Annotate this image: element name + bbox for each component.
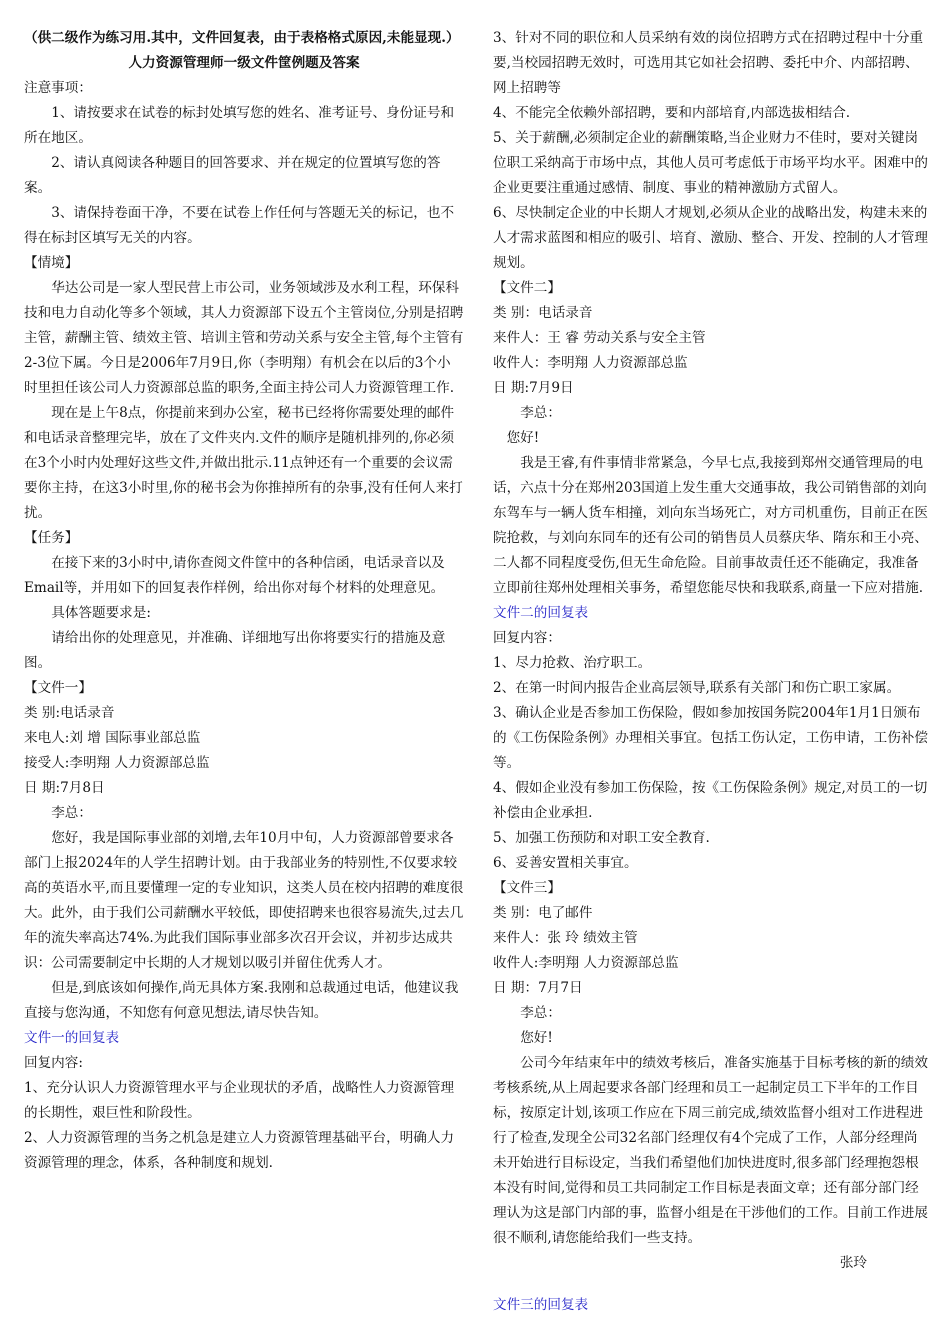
paragraph: 收件人：李明翔 人力资源部总监 xyxy=(493,355,688,371)
paragraph: 类 别:电话录音 xyxy=(24,705,115,721)
reply-form-link[interactable]: 文件一的回复表 xyxy=(24,1030,120,1046)
paragraph: 类 别：电话录音 xyxy=(493,305,593,321)
paragraph: 张玲 xyxy=(839,1255,867,1271)
paragraph: 日 期:7月8日 xyxy=(24,780,105,796)
paragraph: 注意事项： xyxy=(24,80,92,96)
paragraph: 6、妥善安置相关事宜。 xyxy=(493,855,638,871)
reply-form-link[interactable]: 文件三的回复表 xyxy=(493,1297,589,1313)
right-column xyxy=(493,26,929,1318)
paragraph: 华达公司是一家人型民营上市公司，业务领域涉及水利工程，环保科技和电力自动化等多个领域，其人力资源部下设五个主管岗位,分别是招聘主管，薪酬主管、绩效主管、培训主管和劳动关系与安全主管,每个主管有2-3位下属。今日是2006年7月9日,你（李明翔）有机会在以后的3个小时里担任该公司人力资源部总监的职务,全面主持公司人力资源管理工作. xyxy=(24,280,464,396)
paragraph: 【文件二】 xyxy=(493,280,561,296)
paragraph: 在接下来的3小时中,请你查阅文件筐中的各种信函，电话录音以及Email等，并用如下的回复表作样例，给出你对每个材料的处理意见。 xyxy=(24,555,445,596)
paragraph: 【文件三】 xyxy=(493,880,561,896)
paragraph: 3、确认企业是否参加工伤保险，假如参加按国务院2004年1月1日颁布的《工伤保险条例》办理相关事宜。包括工伤认定，工伤申请，工伤补偿等。 xyxy=(493,705,928,771)
paragraph: 李总： xyxy=(520,1005,561,1021)
paragraph: （供二级作为练习用.其中，文件回复表，由于表格格式原因,未能显现.） xyxy=(24,30,460,46)
reply-form-link[interactable]: 文件二的回复表 xyxy=(493,605,589,621)
paragraph: 6、尽快制定企业的中长期人才规划,必须从企业的战略出发，构建未来的人才需求蓝图和相应的吸引、培育、激励、整合、开发、控制的人才管理规划。 xyxy=(493,205,928,271)
paragraph: 【任务】 xyxy=(24,530,79,546)
paragraph xyxy=(493,1276,929,1293)
paragraph: 来件人：王 睿 劳动关系与安全主管 xyxy=(493,330,706,346)
paragraph: 2、在第一时间内报告企业高层领导,联系有关部门和伤亡职工家属。 xyxy=(493,680,901,696)
paragraph: 回复内容： xyxy=(493,630,561,646)
paragraph: 2、请认真阅读各种题目的回答要求、并在规定的位置填写您的答案。 xyxy=(24,155,441,196)
paragraph: 1、请按要求在试卷的标封处填写您的姓名、准考证号、身份证号和所在地区。 xyxy=(24,105,455,146)
paragraph: 请给出你的处理意见，并准确、详细地写出你将要实行的措施及意图。 xyxy=(24,630,446,671)
paragraph: 来电人:刘 增 国际事业部总监 xyxy=(24,730,201,746)
paragraph: 现在是上午8点，你提前来到办公室，秘书已经将你需要处理的邮件和电话录音整理完毕，放在了文件夹内.文件的顺序是随机排列的,你必须在3个小时内处理好这些文件,并做出批示.11点钟还有一个重要的会议需要你主持，在这3小时里,你的秘书会为你推掉所有的杂事,没有任何人来打扰。 xyxy=(24,405,463,521)
paragraph: 您好! xyxy=(520,1030,553,1046)
paragraph: 4、不能完全依赖外部招聘，要和内部培育,内部选拔相结合. xyxy=(493,105,851,121)
paragraph: 您好! xyxy=(506,430,540,446)
paragraph: 1、尽力抢救、治疗职工。 xyxy=(493,655,652,671)
left-column xyxy=(24,26,464,1176)
paragraph: 类 别：电了邮件 xyxy=(493,905,593,921)
paragraph: 公司今年结束年中的绩效考核后，准备实施基于目标考核的新的绩效考核系统,从上周起要求各部门经理和员工一起制定员工下半年的工作目标，按原定计划,该项工作应在下周三前完成,绩效监督小组对工作进程进行了检查,发现全公司32名部门经理仅有4个完成了工作，人部分经理尚未开始进行目标设定，当我们希望他们加快进度时,很多部门经理抱怨根本没有时间,觉得和员工共同制定工作目标是表面文章；还有部分部门经理认为这是部门内部的事，监督小组是在干涉他们的工作。目前工作进展很不顺利,请您能给我们一些支持。 xyxy=(493,1055,928,1246)
paragraph: 【情境】 xyxy=(24,255,79,271)
paragraph: 接受人:李明翔 人力资源部总监 xyxy=(24,755,210,771)
paragraph: 日 期:7月9日 xyxy=(493,380,574,396)
paragraph: 具体答题要求是: xyxy=(51,605,151,621)
paragraph: 李总： xyxy=(51,805,92,821)
paragraph: 我是王睿,有件事情非常紧急，今早七点,我接到郑州交通管理局的电话，六点十分在郑州203国道上发生重大交通事故，我公司销售部的刘向东驾车与一辆人货车相撞，刘向东当场死亡，对方司机重伤，目前正在医院抢救，与刘向东同车的还有公司的销售员人员蔡庆华、隋东和王小亮、二人都不同程度受伤,但无生命危险。目前事故责任还不能确定，我准备立即前往郑州处理相关事务，希望您能尽快和我联系,商量一下应对措施. xyxy=(493,455,928,596)
document-title: 人力资源管理师一级文件筐例题及答案 xyxy=(128,55,360,71)
paragraph: 1、充分认识人力资源管理水平与企业现状的矛盾，战略性人力资源管理的长期性，艰巨性和阶段性。 xyxy=(24,1080,455,1121)
paragraph: 2、人力资源管理的当务之机急是建立人力资源管理基础平台，明确人力资源管理的理念，体系，各种制度和规划. xyxy=(24,1130,455,1171)
paragraph: 回复内容: xyxy=(24,1055,83,1071)
paragraph: 您好，我是国际事业部的刘增,去年10月中旬，人力资源部曾要求各部门上报2024年的人学生招聘计划。由于我部业务的特别性,不仅要求较高的英语水平,而且要懂理一定的专业知识，这类人员在校内招聘的难度很大。此外，由于我们公司薪酬水平较低，即使招聘来也很容易流失,过去几年的流失率高达74%.为此我们国际事业部多次召开会议，并初步达成共识：公司需要制定中长期的人才规划以吸引并留住优秀人才。 xyxy=(24,830,464,971)
paragraph: 5、关于薪酬,必须制定企业的薪酬策略,当企业财力不佳时，要对关键岗位职工采纳高于市场中点，其他人员可考虑低于市场平均水平。困难中的企业更要注重通过感情、制度、事业的精神激励方式留人。 xyxy=(493,130,928,196)
paragraph: 4、假如企业没有参加工伤保险，按《工伤保险条例》规定,对员工的一切补偿由企业承担. xyxy=(493,780,928,821)
paragraph: 收件人:李明翔 人力资源部总监 xyxy=(493,955,679,971)
paragraph: 【文件一】 xyxy=(24,680,92,696)
paragraph: 李总： xyxy=(520,405,561,421)
paragraph: 5、加强工伤预防和对职工安全教育. xyxy=(493,830,710,846)
paragraph: 日 期：7月7日 xyxy=(493,980,583,996)
paragraph: 来件人：张 玲 绩效主管 xyxy=(493,930,638,946)
paragraph: 3、请保持卷面干净，不要在试卷上作任何与答题无关的标记，也不得在标封区填写无关的内容。 xyxy=(24,205,455,246)
paragraph: 3、针对不同的职位和人员采纳有效的岗位招聘方式在招聘过程中十分重要,当校园招聘无效时，可选用其它如社会招聘、委托中介、内部招聘、网上招聘等 xyxy=(493,30,924,96)
paragraph: 但是,到底该如何操作,尚无具体方案.我刚和总裁通过电话，他建议我直接与您沟通，不知您有何意见想法,请尽快告知。 xyxy=(24,980,459,1021)
